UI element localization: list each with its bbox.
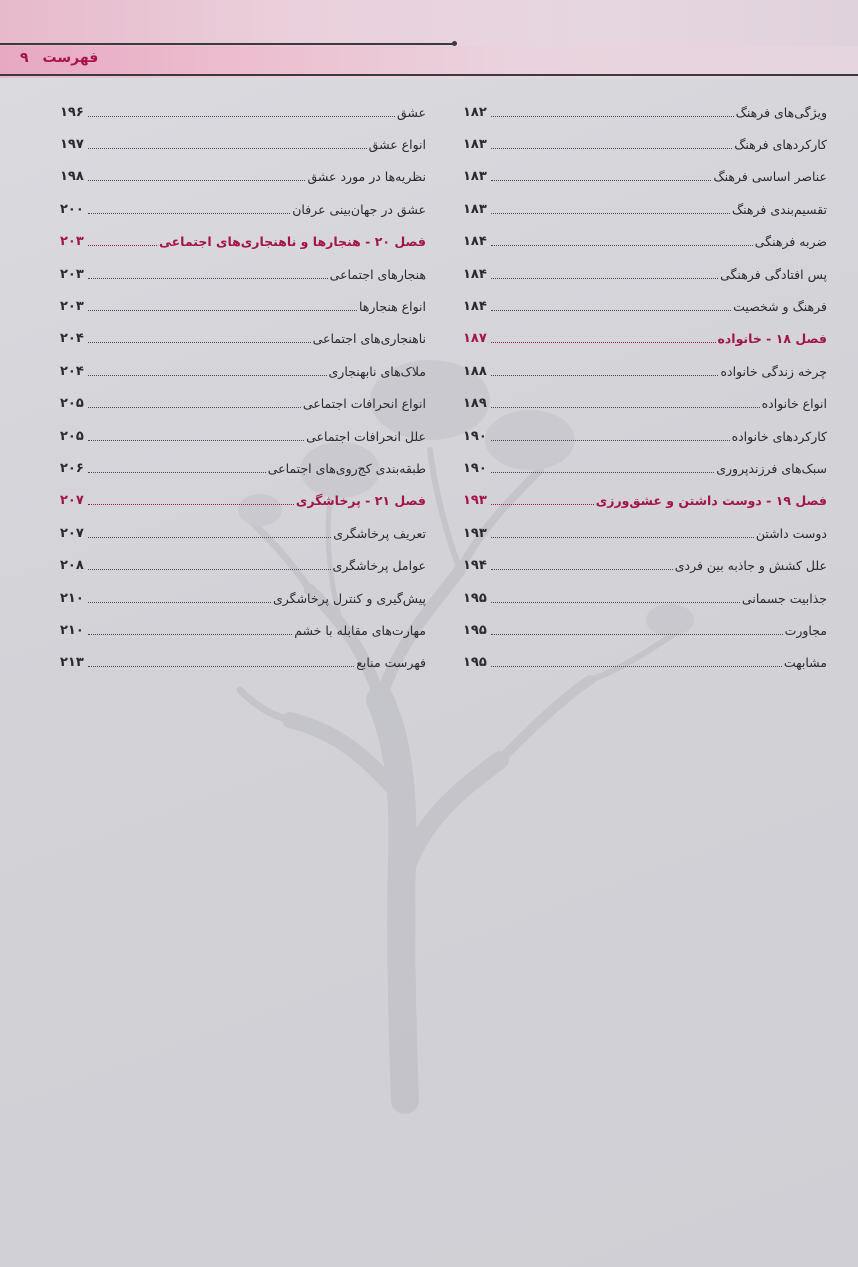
dot-leader: [491, 245, 753, 246]
toc-entry-title: انواع عشق: [368, 137, 426, 153]
toc-entry[interactable]: [463, 388, 827, 420]
toc-entry-title: فهرست منابع: [356, 655, 426, 671]
toc-chapter-heading[interactable]: [463, 323, 827, 355]
chapter-page: ۲۰۳: [60, 234, 84, 250]
toc-entry[interactable]: [60, 388, 426, 420]
toc-entry-page: ۲۰۷: [60, 525, 84, 541]
dot-leader: [88, 569, 331, 570]
chapter-title: فصل ۱۸ - خانواده: [717, 331, 827, 347]
dot-leader: [88, 148, 367, 149]
toc-entry[interactable]: [60, 517, 426, 549]
dot-leader: [491, 504, 594, 505]
toc-entry-title: پس افتادگی فرهنگی: [720, 266, 827, 282]
toc-entry-page: ۱۸۹: [463, 396, 487, 412]
toc-entry-title: طبقه‌بندی کج‌روی‌های اجتماعی: [267, 460, 426, 476]
toc-entry[interactable]: [463, 614, 827, 646]
toc-entry[interactable]: [60, 452, 426, 484]
toc-entry-title: فرهنگ و شخصیت: [733, 299, 827, 315]
dot-leader: [88, 375, 327, 376]
toc-entry-title: تعریف پرخاشگری: [333, 525, 426, 541]
dot-leader: [491, 375, 718, 376]
toc-entry-title: انواع هنجارها: [359, 299, 426, 315]
toc-entry-page: ۱۹۰: [463, 460, 487, 476]
toc-entry[interactable]: [463, 290, 827, 322]
chapter-title: فصل ۱۹ - دوست داشتن و عشق‌ورزی: [595, 493, 827, 509]
dot-leader: [88, 116, 395, 117]
toc-entry-title: عشق: [396, 104, 426, 120]
toc-entry-page: ۱۸۳: [463, 201, 487, 217]
dot-leader: [88, 407, 301, 408]
toc-entry[interactable]: [463, 420, 827, 452]
running-header-title: فهرست: [42, 50, 99, 66]
toc-entry-page: ۲۰۴: [60, 331, 84, 347]
dot-leader: [491, 213, 730, 214]
toc-column-left: [60, 96, 426, 679]
toc-entry[interactable]: [60, 582, 426, 614]
chapter-page: ۱۹۳: [463, 493, 487, 509]
toc-entry[interactable]: [463, 96, 827, 128]
running-header: [20, 50, 98, 66]
dot-leader: [491, 180, 711, 181]
dot-leader: [88, 180, 305, 181]
chapter-page: ۲۰۷: [60, 493, 84, 509]
toc-entry[interactable]: [60, 96, 426, 128]
toc-entry[interactable]: [60, 549, 426, 581]
dot-leader: [491, 440, 730, 441]
toc-entry-page: ۲۰۳: [60, 299, 84, 315]
toc-entry[interactable]: [60, 323, 426, 355]
header-rule: [0, 43, 455, 45]
toc-entry-page: ۱۹۳: [463, 525, 487, 541]
toc-column-right: [463, 96, 827, 679]
toc-entry-title: علل انحرافات اجتماعی: [306, 428, 426, 444]
toc-entry-title: عوامل پرخاشگری: [332, 558, 426, 574]
toc-entry-title: ملاک‌های نابهنجاری: [328, 363, 426, 379]
toc-entry[interactable]: [463, 549, 827, 581]
toc-entry-page: ۱۹۵: [463, 655, 487, 671]
toc-entry-title: کارکردهای فرهنگ: [734, 137, 827, 153]
toc-entry-page: ۲۱۰: [60, 622, 84, 638]
toc-entry-page: ۱۹۴: [463, 558, 487, 574]
toc-entry-page: ۲۰۵: [60, 428, 84, 444]
header-bar: [0, 46, 858, 76]
toc-entry-title: کارکردهای خانواده: [731, 428, 827, 444]
dot-leader: [491, 310, 731, 311]
toc-entry-title: علل کشش و جاذبه بین فردی: [674, 558, 827, 574]
dot-leader: [491, 116, 734, 117]
dot-leader: [491, 342, 716, 343]
toc-entry-title: عناصر اساسی فرهنگ: [713, 169, 827, 185]
toc-entry-title: ناهنجاری‌های اجتماعی: [312, 331, 426, 347]
toc-entry-title: انواع خانواده: [761, 396, 827, 412]
toc-entry-title: چرخه زندگی خانواده: [720, 363, 827, 379]
toc-entry[interactable]: [463, 161, 827, 193]
toc-entry-page: ۲۰۵: [60, 396, 84, 412]
toc-entry-title: دوست داشتن: [755, 525, 827, 541]
page-number: ۹: [20, 50, 29, 66]
toc-entry[interactable]: [60, 647, 426, 679]
chapter-title: فصل ۲۱ - پرخاشگری: [295, 493, 426, 509]
toc-entry[interactable]: [60, 128, 426, 160]
dot-leader: [491, 569, 673, 570]
toc-entry-page: ۲۱۳: [60, 655, 84, 671]
toc-entry-page: ۱۸۴: [463, 234, 487, 250]
toc-entry-page: ۲۱۰: [60, 590, 84, 606]
dot-leader: [88, 472, 266, 473]
chapter-page: ۱۸۷: [463, 331, 487, 347]
toc-entry-title: مهارت‌های مقابله با خشم: [294, 622, 426, 638]
toc-entry-title: هنجارهای اجتماعی: [329, 266, 426, 282]
toc-entry-title: ضربه فرهنگی: [754, 234, 827, 250]
toc-entry-page: ۱۹۵: [463, 590, 487, 606]
toc-entry-title: ویژگی‌های فرهنگ: [735, 104, 827, 120]
toc-entry[interactable]: [463, 647, 827, 679]
toc-entry-title: انواع انحرافات اجتماعی: [302, 396, 426, 412]
toc-entry-page: ۱۸۳: [463, 137, 487, 153]
toc-entry[interactable]: [463, 452, 827, 484]
toc-entry-page: ۱۸۲: [463, 104, 487, 120]
toc-entry-page: ۱۸۸: [463, 363, 487, 379]
toc-entry-title: عشق در جهان‌بینی عرفان: [292, 201, 426, 217]
toc-entry-page: ۱۹۸: [60, 169, 84, 185]
toc-entry-title: سبک‌های فرزندپروری: [716, 460, 827, 476]
dot-leader: [88, 245, 157, 246]
toc-entry-page: ۲۰۶: [60, 460, 84, 476]
toc-entry-page: ۱۸۴: [463, 266, 487, 282]
dot-leader: [88, 602, 271, 603]
toc-entry-title: تقسیم‌بندی فرهنگ: [731, 201, 827, 217]
dot-leader: [88, 213, 290, 214]
toc-entry-page: ۲۰۳: [60, 266, 84, 282]
toc-entry-page: ۲۰۰: [60, 201, 84, 217]
dot-leader: [491, 278, 718, 279]
toc-entry[interactable]: [463, 582, 827, 614]
toc-entry-title: جذابیت جسمانی: [741, 590, 827, 606]
toc-entry-title: مجاورت: [784, 622, 827, 638]
toc-entry[interactable]: [60, 161, 426, 193]
toc-entry[interactable]: [463, 128, 827, 160]
dot-leader: [88, 342, 311, 343]
dot-leader: [88, 537, 331, 538]
toc-entry[interactable]: [60, 420, 426, 452]
toc-entry-title: پیش‌گیری و کنترل پرخاشگری: [273, 590, 426, 606]
toc-entry-page: ۱۸۳: [463, 169, 487, 185]
toc-entry[interactable]: [463, 355, 827, 387]
toc-entry[interactable]: [463, 193, 827, 225]
dot-leader: [88, 666, 354, 667]
dot-leader: [491, 602, 740, 603]
toc-entry[interactable]: [60, 193, 426, 225]
toc-entry[interactable]: [60, 290, 426, 322]
dot-leader: [88, 310, 357, 311]
toc-entry[interactable]: [60, 355, 426, 387]
toc-entry[interactable]: [463, 226, 827, 258]
dot-leader: [491, 634, 783, 635]
dot-leader: [491, 666, 782, 667]
toc-entry-page: ۱۸۴: [463, 299, 487, 315]
dot-leader: [491, 472, 714, 473]
toc-entry-title: نظریه‌ها در مورد عشق: [307, 169, 426, 185]
chapter-title: فصل ۲۰ - هنجارها و ناهنجاری‌های اجتماعی: [158, 234, 426, 250]
dot-leader: [88, 278, 328, 279]
toc-entry-page: ۱۹۰: [463, 428, 487, 444]
dot-leader: [88, 634, 292, 635]
dot-leader: [491, 407, 760, 408]
toc-entry[interactable]: [463, 517, 827, 549]
toc-entry[interactable]: [60, 614, 426, 646]
toc-entry-page: ۱۹۷: [60, 137, 84, 153]
toc-entry-page: ۱۹۶: [60, 104, 84, 120]
dot-leader: [491, 148, 732, 149]
dot-leader: [88, 504, 294, 505]
toc-entry-page: ۲۰۸: [60, 558, 84, 574]
dot-leader: [88, 440, 304, 441]
toc-chapter-heading[interactable]: [60, 226, 426, 258]
toc-entry-page: ۱۹۵: [463, 622, 487, 638]
toc-chapter-heading[interactable]: [60, 485, 426, 517]
dot-leader: [491, 537, 754, 538]
toc-entry[interactable]: [60, 258, 426, 290]
toc-entry-title: مشابهت: [783, 655, 827, 671]
toc-entry[interactable]: [463, 258, 827, 290]
toc-entry-page: ۲۰۴: [60, 363, 84, 379]
toc-chapter-heading[interactable]: [463, 485, 827, 517]
